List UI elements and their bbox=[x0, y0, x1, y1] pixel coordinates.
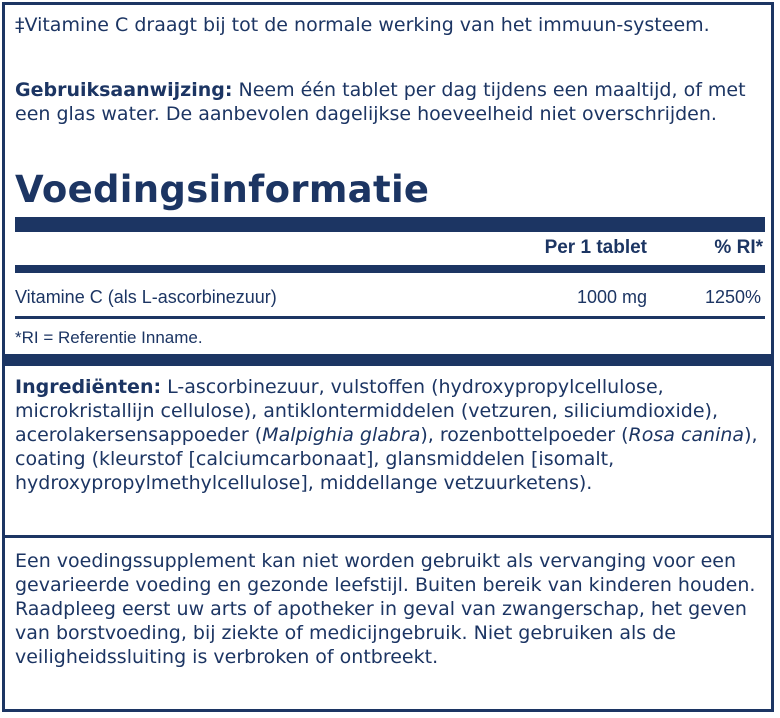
vitamin-claim-text: Vitamine C draagt bij tot de normale werking van het immuun-systeem. bbox=[24, 14, 710, 36]
column-header-ri: % RI* bbox=[714, 237, 763, 258]
ingredient-latin-name-1: Malpighia glabra bbox=[262, 424, 421, 446]
supplement-label-panel bbox=[2, 2, 774, 712]
usage-instructions bbox=[15, 78, 763, 126]
nutrition-title: Voedingsinformatie bbox=[15, 168, 430, 211]
ri-footnote: *RI = Referentie Inname. bbox=[15, 328, 203, 347]
usage-label: Gebruiksaanwijzing: bbox=[15, 79, 233, 101]
warning-divider bbox=[5, 535, 771, 538]
usage-text: Neem één tablet per dag tijdens een maaltijd, of met een glas water. De aanbevolen dagelijkse hoeveelheid niet overschrijden. bbox=[15, 79, 746, 125]
ingredients-text-3: ), coating (kleurstof [calciumcarbonaat], glansmiddelen [isomalt, hydroxypropylmethylcellulose], middellange vetzuurketens). bbox=[15, 424, 758, 494]
title-rule bbox=[15, 217, 765, 232]
double-dagger-marker: ‡ bbox=[15, 14, 25, 36]
nutrient-amount: 1000 mg bbox=[576, 287, 647, 307]
column-header-per-tablet: Per 1 tablet bbox=[544, 237, 647, 258]
ingredients-text-1: L-ascorbinezuur, vulstoffen (hydroxypropylcellulose, microkristallijn cellulose), antiklontermiddelen (vetzuren, siliciumdioxide), acerolakersensappoeder ( bbox=[15, 376, 719, 446]
header-rule bbox=[15, 265, 765, 273]
ingredients-label: Ingrediënten: bbox=[15, 376, 162, 398]
vitamin-claim bbox=[15, 13, 763, 37]
nutrient-name: Vitamine C (als L-ascorbinezuur) bbox=[15, 287, 277, 307]
ingredients-list bbox=[15, 375, 763, 495]
section-divider bbox=[5, 354, 771, 366]
ingredients-text-2: ), rozenbottelpoeder ( bbox=[420, 424, 629, 446]
ingredient-latin-name-2: Rosa canina bbox=[628, 424, 745, 446]
row-rule bbox=[15, 316, 765, 319]
warning-text: Een voedingssupplement kan niet worden gebruikt als vervanging voor een gevarieerde voeding en gezonde leefstijl. Buiten bereik van kinderen houden. Raadpleeg eerst uw arts of apotheker in geval van zwangerschap, het geven van borstvoeding, bij ziekte of medicijngebruik. Niet gebruiken als de veiligheidssluiting is verbroken of ontbreekt. bbox=[15, 550, 756, 668]
nutrient-ri: 1250% bbox=[704, 287, 761, 307]
